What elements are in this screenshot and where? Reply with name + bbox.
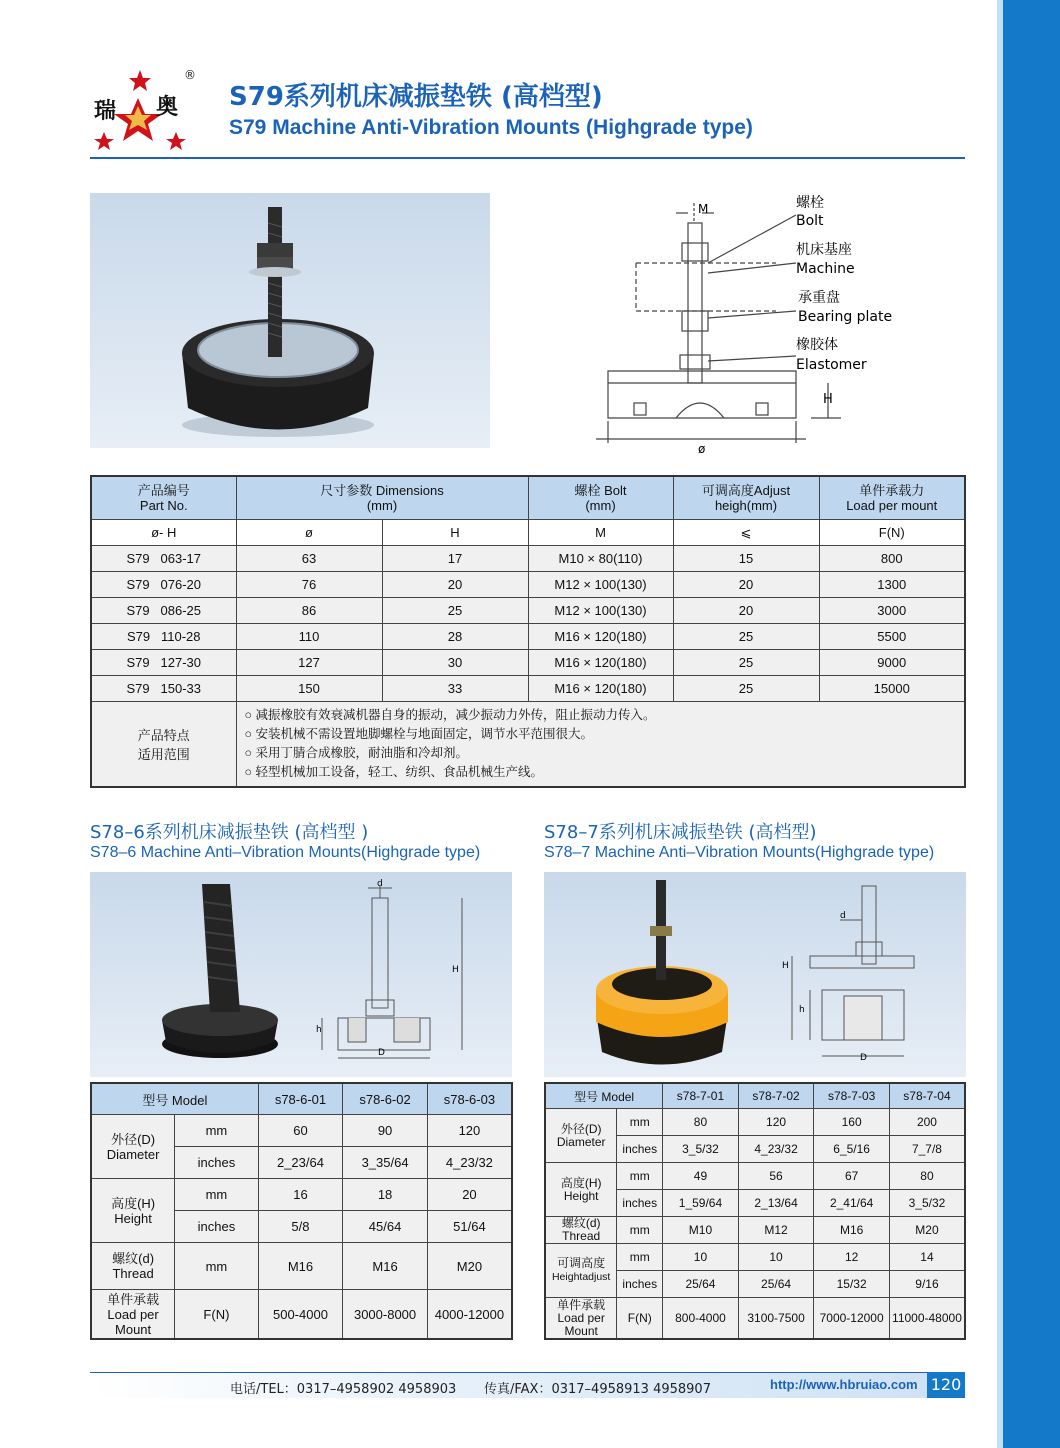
s79-cross-section-diagram <box>596 193 896 463</box>
footer-divider <box>90 1372 965 1373</box>
s787-d-label: d <box>840 911 846 921</box>
thread-label: 螺纹(d) Thread <box>91 1243 175 1290</box>
machine-label-cn: 机床基座 <box>796 242 852 258</box>
bolt-cell: M16 × 120(180) <box>528 624 673 650</box>
feature-item: ○ 安装机械不需设置地脚螺栓与地面固定，调节水平范围很大。 <box>244 727 594 741</box>
adjust-cell: 25 <box>673 624 819 650</box>
load-cell: 15000 <box>819 676 965 702</box>
unit-cell: F(N) <box>617 1298 663 1340</box>
s786-product-photo <box>90 872 512 1077</box>
table-header-row <box>91 476 965 520</box>
value-cell: M20 <box>427 1243 512 1290</box>
s79-dia-label: ø <box>698 442 706 456</box>
s787-h-label: h <box>799 1005 805 1015</box>
value-cell: 20 <box>427 1179 512 1211</box>
part-no-cell: S79 127-30 <box>91 650 236 676</box>
s79-spec-table <box>90 475 966 788</box>
s79-diagram-svg <box>596 193 896 463</box>
value-cell: 10 <box>663 1244 739 1271</box>
unit-cell: inches <box>617 1136 663 1163</box>
value-cell: 7000-12000 <box>814 1298 890 1340</box>
value-cell: 18 <box>343 1179 428 1211</box>
unit-cell: inches <box>175 1211 259 1243</box>
page-number: 120 <box>927 1372 965 1398</box>
company-logo <box>90 66 208 156</box>
feature-item: ○ 轻型机械加工设备，轻工、纺织、食品机械生产线。 <box>244 765 544 779</box>
model-header: 型号 Model <box>545 1083 663 1109</box>
load-cell: 9000 <box>819 650 965 676</box>
table-row <box>545 1298 965 1340</box>
value-cell: M10 <box>663 1217 739 1244</box>
load-label: 单件承载 Load per Mount <box>545 1298 617 1340</box>
value-cell: 60 <box>258 1115 343 1147</box>
machine-label-en: Machine <box>796 261 855 277</box>
load-cell: 5500 <box>819 624 965 650</box>
table-row <box>91 1290 512 1340</box>
side-bar-edge <box>997 0 1003 1448</box>
registered-mark: ® <box>184 68 196 82</box>
table-subheader-row <box>91 520 965 546</box>
value-cell: 3000-8000 <box>343 1290 428 1340</box>
value-cell: 9/16 <box>889 1271 965 1298</box>
unit-cell: mm <box>617 1244 663 1271</box>
value-cell: 10 <box>738 1244 814 1271</box>
value-cell: 56 <box>738 1163 814 1190</box>
h-cell: 28 <box>382 624 528 650</box>
unit-cell: F(N) <box>175 1290 259 1340</box>
header-bolt: 螺栓 Bolt (mm) <box>528 476 673 520</box>
adjust-cell: 20 <box>673 598 819 624</box>
adjust-cell: 15 <box>673 546 819 572</box>
value-cell: 120 <box>427 1115 512 1147</box>
subhead-part: ø- H <box>91 520 236 546</box>
dia-cell: 127 <box>236 650 382 676</box>
value-cell: 11000-48000 <box>889 1298 965 1340</box>
adjust-cell: 20 <box>673 572 819 598</box>
table-row <box>545 1163 965 1190</box>
h-cell: 33 <box>382 676 528 702</box>
model-cell: s78-6-02 <box>343 1083 428 1115</box>
page-title-cn: S79系列机床减振垫铁 (高档型) <box>229 82 603 112</box>
unit-cell: inches <box>175 1147 259 1179</box>
value-cell: M16 <box>814 1217 890 1244</box>
subhead-m: M <box>528 520 673 546</box>
value-cell: 25/64 <box>738 1271 814 1298</box>
adjust-cell: 25 <box>673 676 819 702</box>
table-row <box>91 676 965 702</box>
bolt-label-cn: 螺栓 <box>796 195 824 211</box>
page-title-en: S79 Machine Anti-Vibration Mounts (Highgrade type) <box>229 116 753 139</box>
table-row <box>91 1179 512 1211</box>
s787-title-en: S78–7 Machine Anti–Vibration Mounts(Highgrade type) <box>544 844 935 861</box>
table-row <box>91 624 965 650</box>
value-cell: 14 <box>889 1244 965 1271</box>
adjust-cell: 25 <box>673 650 819 676</box>
value-cell: 51/64 <box>427 1211 512 1243</box>
table-row <box>545 1217 965 1244</box>
unit-cell: mm <box>175 1243 259 1290</box>
value-cell: 49 <box>663 1163 739 1190</box>
footer-website-link[interactable]: http://www.hbruiao.com <box>770 1377 918 1392</box>
value-cell: 120 <box>738 1109 814 1136</box>
value-cell: 7_7/8 <box>889 1136 965 1163</box>
value-cell: 80 <box>889 1163 965 1190</box>
elastomer-label-en: Elastomer <box>796 357 867 373</box>
unit-cell: mm <box>617 1217 663 1244</box>
h-cell: 25 <box>382 598 528 624</box>
value-cell: 3_5/32 <box>889 1190 965 1217</box>
value-cell: M12 <box>738 1217 814 1244</box>
table-row <box>91 598 965 624</box>
table-row <box>91 546 965 572</box>
header-load: 单件承载力 Load per mount <box>819 476 965 520</box>
s786-mount-image <box>90 872 512 1077</box>
dia-cell: 76 <box>236 572 382 598</box>
model-cell: s78-7-01 <box>663 1083 739 1109</box>
value-cell: 12 <box>814 1244 890 1271</box>
logo-char-ao: 奥 <box>156 94 179 120</box>
bolt-cell: M12 × 100(130) <box>528 598 673 624</box>
header-dimensions: 尺寸参数 Dimensions (mm) <box>236 476 528 520</box>
diameter-label: 外径(D) Diameter <box>545 1109 617 1163</box>
features-label: 产品特点 适用范围 <box>91 702 236 788</box>
s79-product-photo <box>90 193 490 448</box>
part-no-cell: S79 063-17 <box>91 546 236 572</box>
plate-label-cn: 承重盘 <box>798 290 840 306</box>
value-cell: 4000-12000 <box>427 1290 512 1340</box>
header-divider <box>90 157 965 159</box>
part-no-cell: S79 076-20 <box>91 572 236 598</box>
value-cell: 800-4000 <box>663 1298 739 1340</box>
load-label: 单件承载 Load per Mount <box>91 1290 175 1340</box>
table-row <box>91 1243 512 1290</box>
features-list <box>236 702 965 788</box>
s787-mount-image <box>544 872 966 1077</box>
value-cell: 5/8 <box>258 1211 343 1243</box>
unit-cell: inches <box>617 1190 663 1217</box>
s786-D-label: D <box>378 1048 385 1058</box>
value-cell: 80 <box>663 1109 739 1136</box>
unit-cell: mm <box>175 1179 259 1211</box>
value-cell: 3_5/32 <box>663 1136 739 1163</box>
bolt-label-en: Bolt <box>796 213 824 229</box>
s786-H-label: H <box>452 965 459 975</box>
feature-item: ○ 减振橡胶有效衰减机器自身的振动，减少振动力外传，阻止振动力传入。 <box>244 708 656 722</box>
value-cell: 67 <box>814 1163 890 1190</box>
subhead-adjust: ⩽ <box>673 520 819 546</box>
height-label: 高度(H) Height <box>545 1163 617 1217</box>
value-cell: 2_13/64 <box>738 1190 814 1217</box>
s786-title-en: S78–6 Machine Anti–Vibration Mounts(Highgrade type) <box>90 844 481 861</box>
table-row <box>91 572 965 598</box>
value-cell: 45/64 <box>343 1211 428 1243</box>
dia-cell: 150 <box>236 676 382 702</box>
subhead-h: H <box>382 520 528 546</box>
table-row <box>91 650 965 676</box>
value-cell: 90 <box>343 1115 428 1147</box>
logo-char-rui: 瑞 <box>94 98 117 124</box>
value-cell: 500-4000 <box>258 1290 343 1340</box>
load-cell: 3000 <box>819 598 965 624</box>
value-cell: 15/32 <box>814 1271 890 1298</box>
table-row <box>545 1244 965 1271</box>
load-cell: 1300 <box>819 572 965 598</box>
s787-spec-table <box>544 1082 966 1340</box>
s786-spec-table <box>90 1082 513 1340</box>
value-cell: 4_23/32 <box>738 1136 814 1163</box>
h-cell: 30 <box>382 650 528 676</box>
value-cell: 16 <box>258 1179 343 1211</box>
value-cell: 2_23/64 <box>258 1147 343 1179</box>
model-cell: s78-6-01 <box>258 1083 343 1115</box>
value-cell: 160 <box>814 1109 890 1136</box>
s787-H-label: H <box>782 961 789 971</box>
value-cell: M16 <box>258 1243 343 1290</box>
header-adjust: 可调高度Adjust heigh(mm) <box>673 476 819 520</box>
table-row <box>91 1115 512 1147</box>
unit-cell: mm <box>175 1115 259 1147</box>
table-header-row <box>91 1083 512 1115</box>
model-cell: s78-7-03 <box>814 1083 890 1109</box>
value-cell: 2_41/64 <box>814 1190 890 1217</box>
value-cell: 3100-7500 <box>738 1298 814 1340</box>
subhead-dia: ø <box>236 520 382 546</box>
unit-cell: mm <box>617 1163 663 1190</box>
dia-cell: 86 <box>236 598 382 624</box>
s787-product-photo <box>544 872 966 1077</box>
table-header-row <box>545 1083 965 1109</box>
s786-h-label: h <box>316 1025 322 1035</box>
model-cell: s78-7-02 <box>738 1083 814 1109</box>
elastomer-label-cn: 橡胶体 <box>796 337 838 353</box>
value-cell: 200 <box>889 1109 965 1136</box>
dia-cell: 63 <box>236 546 382 572</box>
s79-mount-image <box>90 193 490 448</box>
feature-item: ○ 采用丁腈合成橡胶，耐油脂和冷却剂。 <box>244 746 469 760</box>
part-no-cell: S79 110-28 <box>91 624 236 650</box>
s79-h-label: H <box>823 392 833 407</box>
subhead-load: F(N) <box>819 520 965 546</box>
value-cell: 1_59/64 <box>663 1190 739 1217</box>
features-row <box>91 702 965 788</box>
h-cell: 17 <box>382 546 528 572</box>
h-cell: 20 <box>382 572 528 598</box>
s786-title-cn: S78–6系列机床减振垫铁 (高档型 ) <box>90 822 369 843</box>
unit-cell: mm <box>617 1109 663 1136</box>
bolt-cell: M16 × 120(180) <box>528 650 673 676</box>
value-cell: M16 <box>343 1243 428 1290</box>
bolt-cell: M16 × 120(180) <box>528 676 673 702</box>
adjust-label: 可调高度 Heightadjust <box>545 1244 617 1298</box>
header-part-no: 产品编号 Part No. <box>91 476 236 520</box>
part-no-cell: S79 150-33 <box>91 676 236 702</box>
dia-cell: 110 <box>236 624 382 650</box>
value-cell: 25/64 <box>663 1271 739 1298</box>
bolt-cell: M12 × 100(130) <box>528 572 673 598</box>
model-cell: s78-7-04 <box>889 1083 965 1109</box>
side-color-bar <box>997 0 1060 1448</box>
value-cell: 6_5/16 <box>814 1136 890 1163</box>
load-cell: 800 <box>819 546 965 572</box>
part-no-cell: S79 086-25 <box>91 598 236 624</box>
value-cell: 3_35/64 <box>343 1147 428 1179</box>
height-label: 高度(H) Height <box>91 1179 175 1243</box>
value-cell: 4_23/32 <box>427 1147 512 1179</box>
plate-label-en: Bearing plate <box>798 309 893 325</box>
model-cell: s78-6-03 <box>427 1083 512 1115</box>
footer-telephone: 电话/TEL：0317–4958902 4958903 <box>230 1382 457 1397</box>
value-cell: M20 <box>889 1217 965 1244</box>
unit-cell: inches <box>617 1271 663 1298</box>
table-row <box>545 1109 965 1136</box>
diameter-label: 外径(D) Diameter <box>91 1115 175 1179</box>
s79-m-label: M <box>698 202 709 216</box>
model-header: 型号 Model <box>91 1083 258 1115</box>
s786-d-label: d <box>377 879 383 889</box>
footer-fax: 传真/FAX：0317–4958913 4958907 <box>484 1382 711 1397</box>
thread-label: 螺纹(d) Thread <box>545 1217 617 1244</box>
bolt-cell: M10 × 80(110) <box>528 546 673 572</box>
s787-D-label: D <box>860 1053 867 1063</box>
s787-title-cn: S78–7系列机床减振垫铁 (高档型) <box>544 822 817 843</box>
